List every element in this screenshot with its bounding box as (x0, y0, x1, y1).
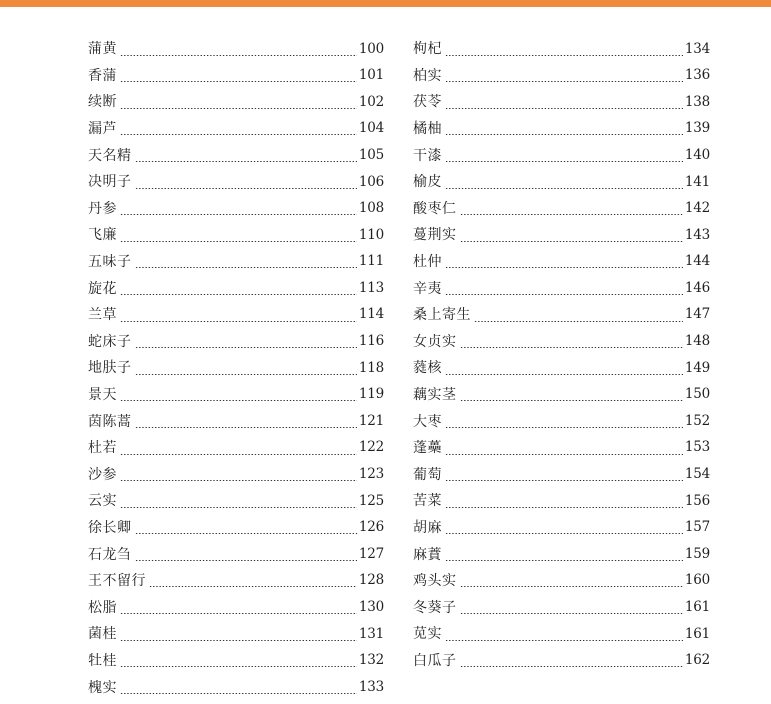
toc-entry-title: 景天 (88, 387, 117, 404)
toc-entry-title: 槐实 (88, 679, 117, 696)
toc-entry[interactable] (88, 302, 384, 329)
toc-entry-page-number: 130 (358, 599, 384, 616)
toc-entry-title: 蕤核 (413, 360, 442, 377)
dot-leader (135, 188, 357, 189)
toc-entry-page-number: 150 (684, 386, 710, 403)
toc-entry-page-number: 157 (684, 519, 710, 536)
toc-entry-title: 葡萄 (413, 466, 442, 483)
toc-entry-title: 女贞实 (413, 333, 457, 350)
toc-entry-title: 酸枣仁 (413, 200, 457, 217)
top-accent-bar (0, 0, 771, 7)
dot-leader (460, 586, 683, 587)
toc-entry-title: 云实 (88, 493, 117, 510)
dot-leader (445, 480, 683, 481)
toc-entry-page-number: 161 (684, 625, 710, 642)
dot-leader (120, 507, 357, 508)
toc-entry[interactable] (413, 488, 710, 515)
toc-entry-page-number: 128 (358, 572, 384, 589)
toc-entry-title: 苋实 (413, 626, 442, 643)
toc-entry-title: 杜仲 (413, 254, 442, 271)
toc-entry-page-number: 122 (358, 439, 384, 456)
toc-right-column (413, 36, 710, 674)
dot-leader (120, 214, 357, 215)
toc-entry[interactable] (413, 142, 710, 169)
toc-entry-title: 枸杞 (413, 41, 442, 58)
dot-leader (120, 294, 357, 295)
toc-entry[interactable] (413, 382, 710, 409)
toc-entry-title: 柏实 (413, 67, 442, 84)
dot-leader (135, 161, 357, 162)
toc-entry[interactable] (88, 196, 384, 223)
toc-entry-title: 茵陈蒿 (88, 413, 132, 430)
toc-entry-page-number: 108 (358, 200, 384, 217)
toc-entry-page-number: 105 (358, 146, 384, 163)
toc-entry-page-number: 139 (684, 120, 710, 137)
dot-leader (445, 640, 683, 641)
dot-leader (460, 666, 683, 667)
toc-entry[interactable] (88, 674, 384, 701)
dot-leader (460, 400, 683, 401)
toc-entry-page-number: 142 (684, 200, 710, 217)
toc-entry-page-number: 152 (684, 412, 710, 429)
toc-entry-page-number: 162 (684, 652, 710, 669)
dot-leader (445, 427, 683, 428)
toc-entry-title: 徐长卿 (88, 519, 132, 536)
toc-entry[interactable] (88, 249, 384, 276)
dot-leader (445, 267, 683, 268)
toc-entry[interactable] (88, 36, 384, 63)
dot-leader (120, 108, 357, 109)
dot-leader (120, 400, 357, 401)
toc-entry-page-number: 126 (358, 519, 384, 536)
toc-entry-title: 干漆 (413, 147, 442, 164)
toc-entry[interactable] (88, 594, 384, 621)
toc-entry-title: 麻蕡 (413, 546, 442, 563)
toc-entry-title: 旋花 (88, 280, 117, 297)
toc-entry-page-number: 111 (358, 253, 384, 270)
toc-entry-title: 牡桂 (88, 652, 117, 669)
dot-leader (135, 267, 357, 268)
toc-entry[interactable] (88, 275, 384, 302)
dot-leader (445, 55, 683, 56)
toc-entry[interactable] (88, 89, 384, 116)
toc-entry-page-number: 114 (358, 306, 384, 323)
toc-entry[interactable] (413, 196, 710, 223)
toc-entry-page-number: 146 (684, 279, 710, 296)
toc-entry-title: 茯苓 (413, 94, 442, 111)
toc-entry[interactable] (413, 515, 710, 542)
dot-leader (120, 480, 357, 481)
toc-entry[interactable] (88, 408, 384, 435)
toc-entry-title: 沙参 (88, 466, 117, 483)
dot-leader (120, 55, 357, 56)
toc-entry-page-number: 119 (358, 386, 384, 403)
toc-entry-title: 辛夷 (413, 280, 442, 297)
toc-entry-page-number: 156 (684, 492, 710, 509)
toc-entry-title: 胡麻 (413, 519, 442, 536)
toc-entry[interactable] (413, 329, 710, 356)
dot-leader (445, 161, 683, 162)
toc-entry[interactable] (88, 621, 384, 648)
dot-leader (445, 294, 683, 295)
toc-entry[interactable] (88, 355, 384, 382)
toc-entry-title: 白瓜子 (413, 652, 457, 669)
toc-entry[interactable] (88, 169, 384, 196)
toc-entry-page-number: 143 (684, 226, 710, 243)
dot-leader (474, 321, 683, 322)
toc-entry-title: 五味子 (88, 254, 132, 271)
toc-entry[interactable] (413, 89, 710, 116)
toc-entry-page-number: 110 (358, 226, 384, 243)
toc-entry-page-number: 159 (684, 545, 710, 562)
dot-leader (445, 533, 683, 534)
dot-leader (120, 321, 357, 322)
toc-entry[interactable] (413, 541, 710, 568)
toc-entry-page-number: 125 (358, 492, 384, 509)
dot-leader (445, 560, 683, 561)
dot-leader (135, 347, 357, 348)
toc-entry[interactable] (413, 169, 710, 196)
dot-leader (120, 454, 357, 455)
dot-leader (120, 640, 357, 641)
toc-entry[interactable] (88, 329, 384, 356)
toc-entry[interactable] (88, 222, 384, 249)
toc-entry-page-number: 148 (684, 333, 710, 350)
dot-leader (460, 347, 683, 348)
toc-entry[interactable] (88, 435, 384, 462)
toc-entry[interactable] (413, 594, 710, 621)
toc-entry-page-number: 121 (358, 412, 384, 429)
toc-entry[interactable] (413, 621, 710, 648)
dot-leader (149, 586, 357, 587)
toc-entry[interactable] (413, 249, 710, 276)
toc-entry-title: 橘柚 (413, 121, 442, 138)
toc-entry-page-number: 141 (684, 173, 710, 190)
toc-entry-page-number: 131 (358, 625, 384, 642)
toc-entry-title: 蓬蘽 (413, 440, 442, 457)
toc-entry-title: 丹参 (88, 200, 117, 217)
toc-entry-page-number: 160 (684, 572, 710, 589)
toc-entry[interactable] (413, 63, 710, 90)
toc-entry-page-number: 132 (358, 652, 384, 669)
toc-entry-page-number: 134 (684, 40, 710, 57)
toc-entry-page-number: 161 (684, 599, 710, 616)
dot-leader (120, 693, 357, 694)
toc-entry[interactable] (413, 462, 710, 489)
toc-entry[interactable] (413, 36, 710, 63)
dot-leader (135, 533, 357, 534)
toc-entry-page-number: 127 (358, 545, 384, 562)
dot-leader (445, 188, 683, 189)
toc-entry-title: 兰草 (88, 307, 117, 324)
toc-entry[interactable] (88, 382, 384, 409)
toc-entry-page-number: 113 (358, 279, 384, 296)
toc-entry-page-number: 138 (684, 93, 710, 110)
toc-entry[interactable] (413, 222, 710, 249)
toc-entry-title: 蒲黄 (88, 41, 117, 58)
toc-entry-title: 苦菜 (413, 493, 442, 510)
toc-entry-page-number: 100 (358, 40, 384, 57)
toc-entry[interactable] (413, 568, 710, 595)
toc-entry-title: 杜若 (88, 440, 117, 457)
toc-entry[interactable] (88, 541, 384, 568)
toc-entry[interactable] (88, 63, 384, 90)
toc-entry-page-number: 116 (358, 333, 384, 350)
toc-entry-title: 香蒲 (88, 67, 117, 84)
toc-entry-page-number: 102 (358, 93, 384, 110)
toc-left-column (88, 36, 384, 701)
toc-entry-page-number: 136 (684, 67, 710, 84)
toc-entry-title: 地肤子 (88, 360, 132, 377)
dot-leader (120, 134, 357, 135)
dot-leader (445, 374, 683, 375)
toc-entry-title: 松脂 (88, 599, 117, 616)
toc-entry[interactable] (88, 462, 384, 489)
dot-leader (120, 81, 357, 82)
toc-entry-page-number: 144 (684, 253, 710, 270)
toc-entry-page-number: 106 (358, 173, 384, 190)
dot-leader (120, 613, 357, 614)
toc-entry-page-number: 153 (684, 439, 710, 456)
toc-entry-title: 石龙刍 (88, 546, 132, 563)
toc-entry-title: 榆皮 (413, 174, 442, 191)
toc-entry-title: 蔓荆实 (413, 227, 457, 244)
toc-entry[interactable] (413, 275, 710, 302)
toc-entry-title: 续断 (88, 94, 117, 111)
toc-entry-title: 蛇床子 (88, 333, 132, 350)
toc-entry-title: 冬葵子 (413, 599, 457, 616)
dot-leader (445, 134, 683, 135)
toc-entry-title: 鸡头实 (413, 573, 457, 590)
toc-entry-title: 大枣 (413, 413, 442, 430)
toc-entry-page-number: 118 (358, 359, 384, 376)
dot-leader (135, 427, 357, 428)
toc-entry-page-number: 140 (684, 146, 710, 163)
dot-leader (445, 507, 683, 508)
dot-leader (120, 666, 357, 667)
dot-leader (460, 214, 683, 215)
toc-entry[interactable] (88, 116, 384, 143)
toc-entry-page-number: 133 (358, 678, 384, 695)
dot-leader (460, 613, 683, 614)
toc-entry-page-number: 149 (684, 359, 710, 376)
toc-entry[interactable] (413, 355, 710, 382)
toc-entry-title: 王不留行 (88, 573, 146, 590)
dot-leader (135, 374, 357, 375)
dot-leader (445, 108, 683, 109)
toc-entry-title: 菌桂 (88, 626, 117, 643)
toc-entry[interactable] (88, 515, 384, 542)
toc-entry-page-number: 147 (684, 306, 710, 323)
toc-entry-title: 天名精 (88, 147, 132, 164)
toc-entry[interactable] (88, 568, 384, 595)
toc-entry[interactable] (88, 648, 384, 675)
toc-entry-title: 藕实茎 (413, 387, 457, 404)
toc-entry[interactable] (88, 488, 384, 515)
toc-entry-page-number: 154 (684, 466, 710, 483)
dot-leader (135, 560, 357, 561)
toc-entry-title: 桑上寄生 (413, 307, 471, 324)
toc-entry[interactable] (413, 116, 710, 143)
toc-entry[interactable] (413, 302, 710, 329)
toc-entry-page-number: 123 (358, 466, 384, 483)
toc-entry-page-number: 101 (358, 67, 384, 84)
toc-entry-title: 决明子 (88, 174, 132, 191)
toc-entry[interactable] (88, 142, 384, 169)
toc-entry-page-number: 104 (358, 120, 384, 137)
toc-entry[interactable] (413, 435, 710, 462)
dot-leader (120, 241, 357, 242)
toc-entry[interactable] (413, 648, 710, 675)
dot-leader (460, 241, 683, 242)
dot-leader (445, 81, 683, 82)
dot-leader (445, 454, 683, 455)
toc-entry[interactable] (413, 408, 710, 435)
toc-entry-title: 漏芦 (88, 121, 117, 138)
toc-entry-title: 飞廉 (88, 227, 117, 244)
